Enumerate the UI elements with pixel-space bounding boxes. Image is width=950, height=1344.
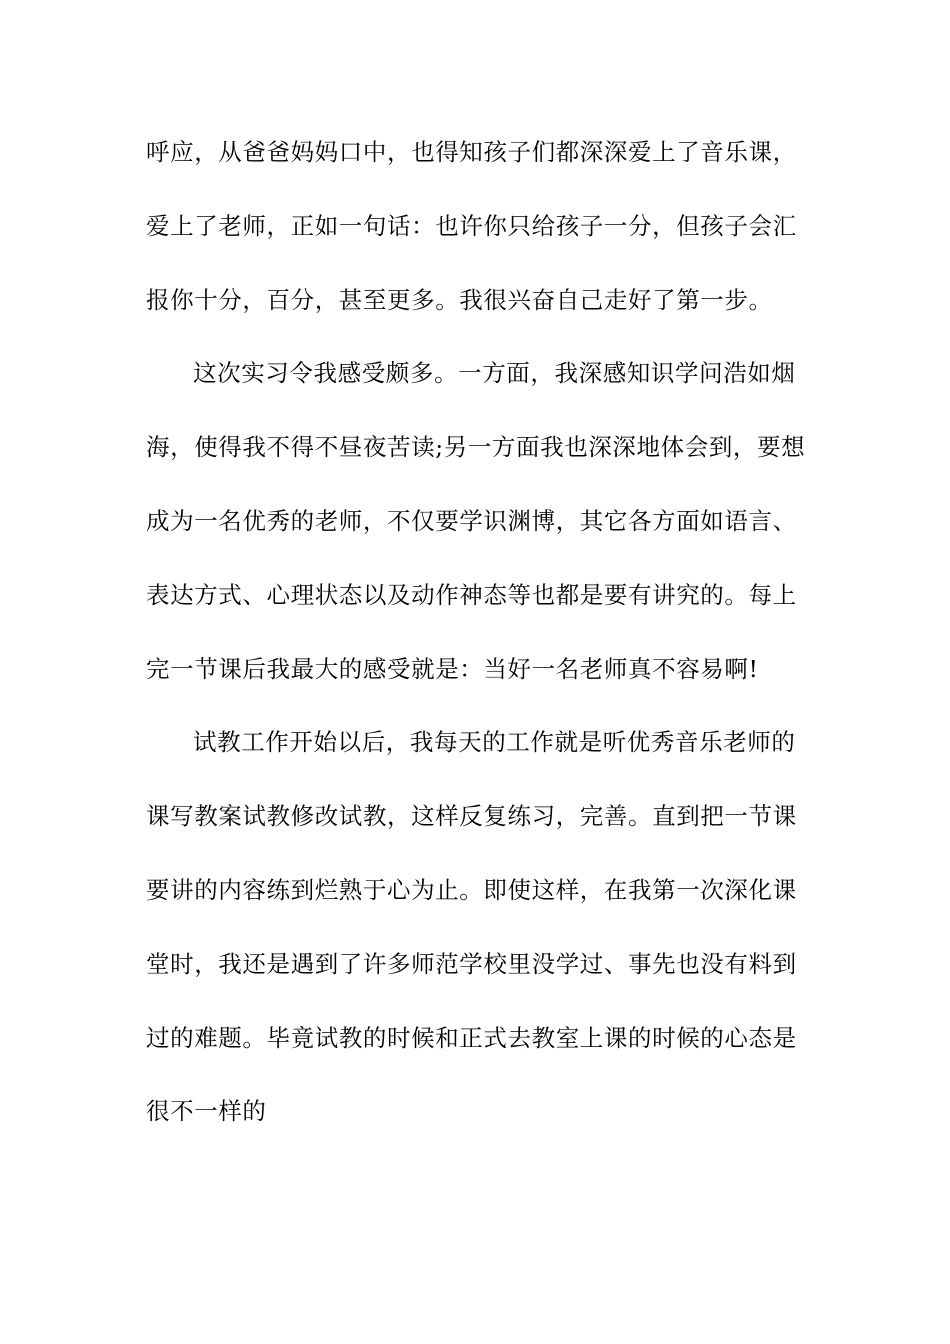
text-line: 成为一名优秀的老师，不仅要学识渊博，其它各方面如语言、: [146, 506, 797, 535]
text-line: 报你十分，百分，甚至更多。我很兴奋自己走好了第一步。: [146, 285, 773, 314]
text-line: 爱上了老师，正如一句话：也许你只给孩子一分，但孩子会汇: [146, 211, 797, 240]
document-body: [146, 126, 810, 1159]
text-line: 过的难题。毕竟试教的时候和正式去教室上课的时候的心态是: [146, 1023, 797, 1052]
text-line: 很不一样的: [146, 1097, 267, 1126]
text-line: 海，使得我不得不昼夜苦读;另一方面我也深深地体会到，要想: [146, 433, 806, 462]
text-line: 要讲的内容练到烂熟于心为止。即使这样，在我第一次深化课: [146, 875, 797, 904]
paragraph-start-line: 试教工作开始以后，我每天的工作就是听优秀音乐老师的: [193, 728, 796, 757]
text-line: 堂时，我还是遇到了许多师范学校里没学过、事先也没有料到: [146, 949, 797, 978]
paragraph-start-line: 这次实习令我感受颇多。一方面，我深感知识学问浩如烟: [193, 359, 796, 388]
text-line: 呼应，从爸爸妈妈口中，也得知孩子们都深深爱上了音乐课，: [146, 138, 797, 166]
text-line: 完一节课后我最大的感受就是：当好一名老师真不容易啊!: [146, 654, 759, 683]
text-line: 课写教案试教修改试教，这样反复练习，完善。直到把一节课: [146, 802, 797, 831]
text-line: 表达方式、心理状态以及动作神态等也都是要有讲究的。每上: [146, 580, 797, 609]
